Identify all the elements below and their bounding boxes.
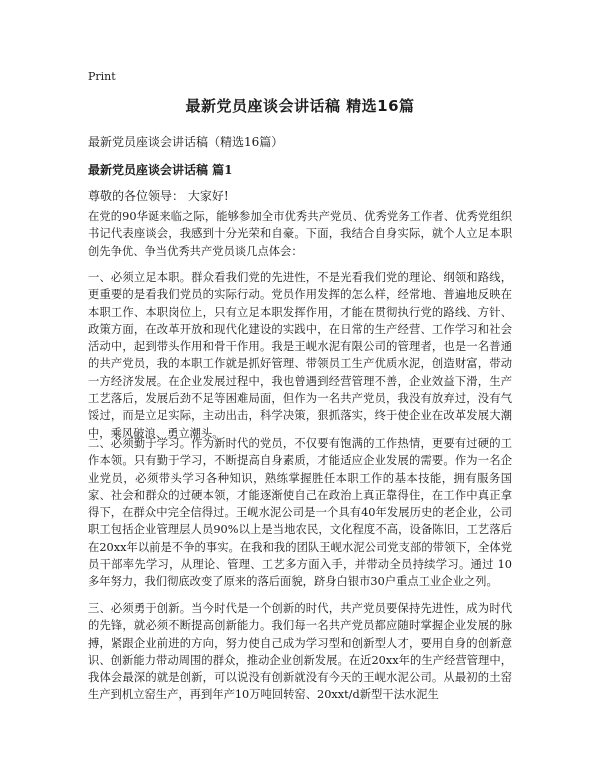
document-subtitle: 最新党员座谈会讲话稿（精选16篇） (88, 135, 284, 149)
section-heading: 最新党员座谈会讲话稿 篇1 (88, 163, 233, 177)
greeting: 尊敬的各位领导： 大家好! (88, 189, 229, 203)
document-title: 最新党员座谈会讲话稿 精选16篇 (185, 97, 415, 115)
paragraph-intro: 在党的90华诞来临之际，能够参加全市优秀共产党员、优秀党务工作者、优秀党组织书记代表座谈会，我感到十分光荣和自豪。下面，我结合自身实际，就个人立足本职创先争优、争当优秀共产党员谈几点体会： (88, 210, 512, 258)
paragraph-point-2: 二、必须勤于学习。作为新时代的党员，不仅要有饱满的工作热情，更要有过硬的工作本领。只有勤于学习，不断提高自身素质，才能适应企业发展的需要。作为一名企业党员，必须带头学习各种知识，熟练掌握胜任本职工作的基本技能，拥有服务国家、社会和群众的过硬本领，才能逐渐使自己在政治上真正靠得住，在工作中真正拿得下，在群众中完全信得过。王岘水泥公司是一个具有40年发展历史的老企业，公司职工包括企业管理层人员90%以上是当地农民，文化程度不高，设备陈旧，工艺落后在20xx年以前是不争的事实。在我和我的团队王岘水泥公司党支部的带领下，全体党员干部率先学习，从理论、管理、工艺多方面入手，并带动全员持续学习。通过 10多年努力，我们彻底改变了原来的落后面貌，跻身白银市30户重点工业企业之列。 (88, 437, 512, 589)
paragraph-point-3: 三、必须勇于创新。当今时代是一个创新的时代，共产党员要保持先进性，成为时代的先锋，就必须不断提高创新能力。我们每一名共产党员都应随时掌握企业发展的脉搏，紧跟企业前进的方向，努力使自己成为学习型和创新型人才，要用自身的创新意识、创新能力带动周围的群众，推动企业创新发展。在近20xx年的生产经营管理中，我体会最深的就是创新，可以说没有创新就没有今天的王岘水泥公司。从最初的土窑生产到机立窑生产，再到年产10万吨回转窑、20xxt/d新型干法水泥生 (88, 602, 512, 702)
paragraph-point-1: 一、必须立足本职。群众看我们党的先进性，不是光看我们党的理论、纲领和路线，更重要的是看我们党员的实际行动。党员作用发挥的怎么样，经常地、普遍地反映在本职工作、本职岗位上，只有立足本职发挥作用，才能在贯彻执行党的路线、方针、政策方面，在改革开放和现代化建设的实践中，在日常的生产经营、工作学习和社会活动中，起到带头作用和骨干作用。我是王岘水泥有限公司的管理者，也是一名普通的共产党员，我的本职工作就是抓好管理、带领员工生产优质水泥，创造财富，带动一方经济发展。在企业发展过程中，我也曾遇到经营管理不善，企业效益下滑，生产工艺落后，发展后劲不足等困难局面，但作为一名共产党员，我没有放弃过，没有气馁过，而是立足实际，主动出击，科学决策，狠抓落实，终于使企业在改革发展大潮中，乘风破浪、勇立潮头。 (88, 271, 512, 440)
print-label[interactable]: Print (88, 70, 116, 83)
